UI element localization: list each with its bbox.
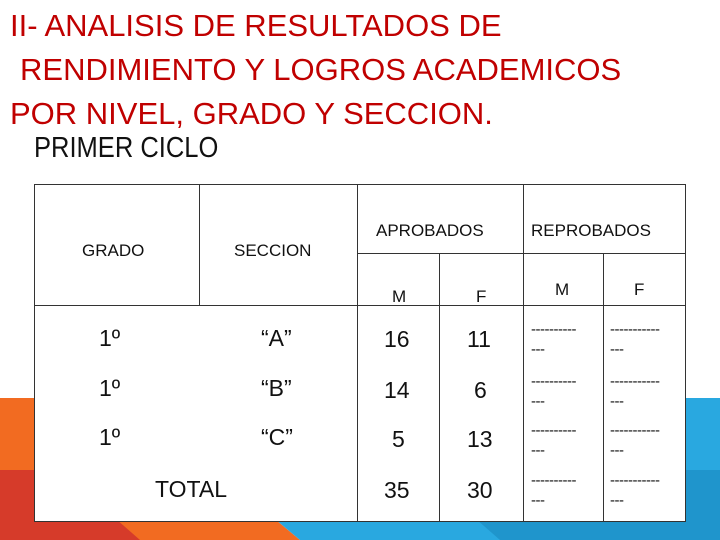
header-aprobados: APROBADOS xyxy=(376,221,484,240)
header-divider xyxy=(357,253,685,254)
header-grado: GRADO xyxy=(82,241,145,260)
row2-reprob-f: ----------- --- xyxy=(610,373,660,410)
row2-grado: 1º xyxy=(99,375,121,401)
row1-seccion: “A” xyxy=(261,325,292,351)
col-divider-2 xyxy=(357,185,358,521)
total-aprob-f: 30 xyxy=(467,477,493,503)
row1-reprob-f: ----------- --- xyxy=(610,321,660,358)
header-reprobados-f: F xyxy=(634,280,645,299)
row3-reprob-f: ----------- --- xyxy=(610,422,660,459)
title-line-1: II- ANALISIS DE RESULTADOS DE xyxy=(10,8,502,43)
header-aprobados-m: M xyxy=(392,287,407,306)
header-bottom-line xyxy=(35,305,685,306)
header-reprobados: REPROBADOS xyxy=(531,221,651,240)
title-line-2: RENDIMIENTO Y LOGROS ACADEMICOS xyxy=(20,52,622,87)
row3-aprob-f: 13 xyxy=(467,426,493,452)
total-reprob-m: ---------- --- xyxy=(531,472,576,509)
row1-aprob-f: 11 xyxy=(467,326,491,352)
header-seccion: SECCION xyxy=(234,241,312,260)
row1-aprob-m: 16 xyxy=(384,326,410,352)
row3-grado: 1º xyxy=(99,424,121,450)
header-reprobados-m: M xyxy=(555,280,570,299)
subtitle: PRIMER CICLO xyxy=(34,132,219,164)
title-line-3: POR NIVEL, GRADO Y SECCION. xyxy=(10,96,493,131)
total-aprob-m: 35 xyxy=(384,477,410,503)
row2-seccion: “B” xyxy=(261,375,292,401)
row3-aprob-m: 5 xyxy=(392,426,405,452)
results-table xyxy=(34,184,686,522)
row1-reprob-m: ---------- --- xyxy=(531,321,576,358)
col-divider-5 xyxy=(603,253,604,521)
total-label: TOTAL xyxy=(155,476,227,502)
row2-aprob-m: 14 xyxy=(384,377,410,403)
row2-aprob-f: 6 xyxy=(474,377,487,403)
header-aprobados-f: F xyxy=(476,287,487,306)
row3-reprob-m: ---------- --- xyxy=(531,422,576,459)
row3-seccion: “C” xyxy=(261,424,293,450)
row2-reprob-m: ---------- --- xyxy=(531,373,576,410)
col-divider-3 xyxy=(439,253,440,521)
col-divider-1 xyxy=(199,185,200,305)
slide-title xyxy=(10,4,710,136)
total-reprob-f: ----------- --- xyxy=(610,472,660,509)
col-divider-4 xyxy=(523,185,524,521)
row1-grado: 1º xyxy=(99,325,121,351)
